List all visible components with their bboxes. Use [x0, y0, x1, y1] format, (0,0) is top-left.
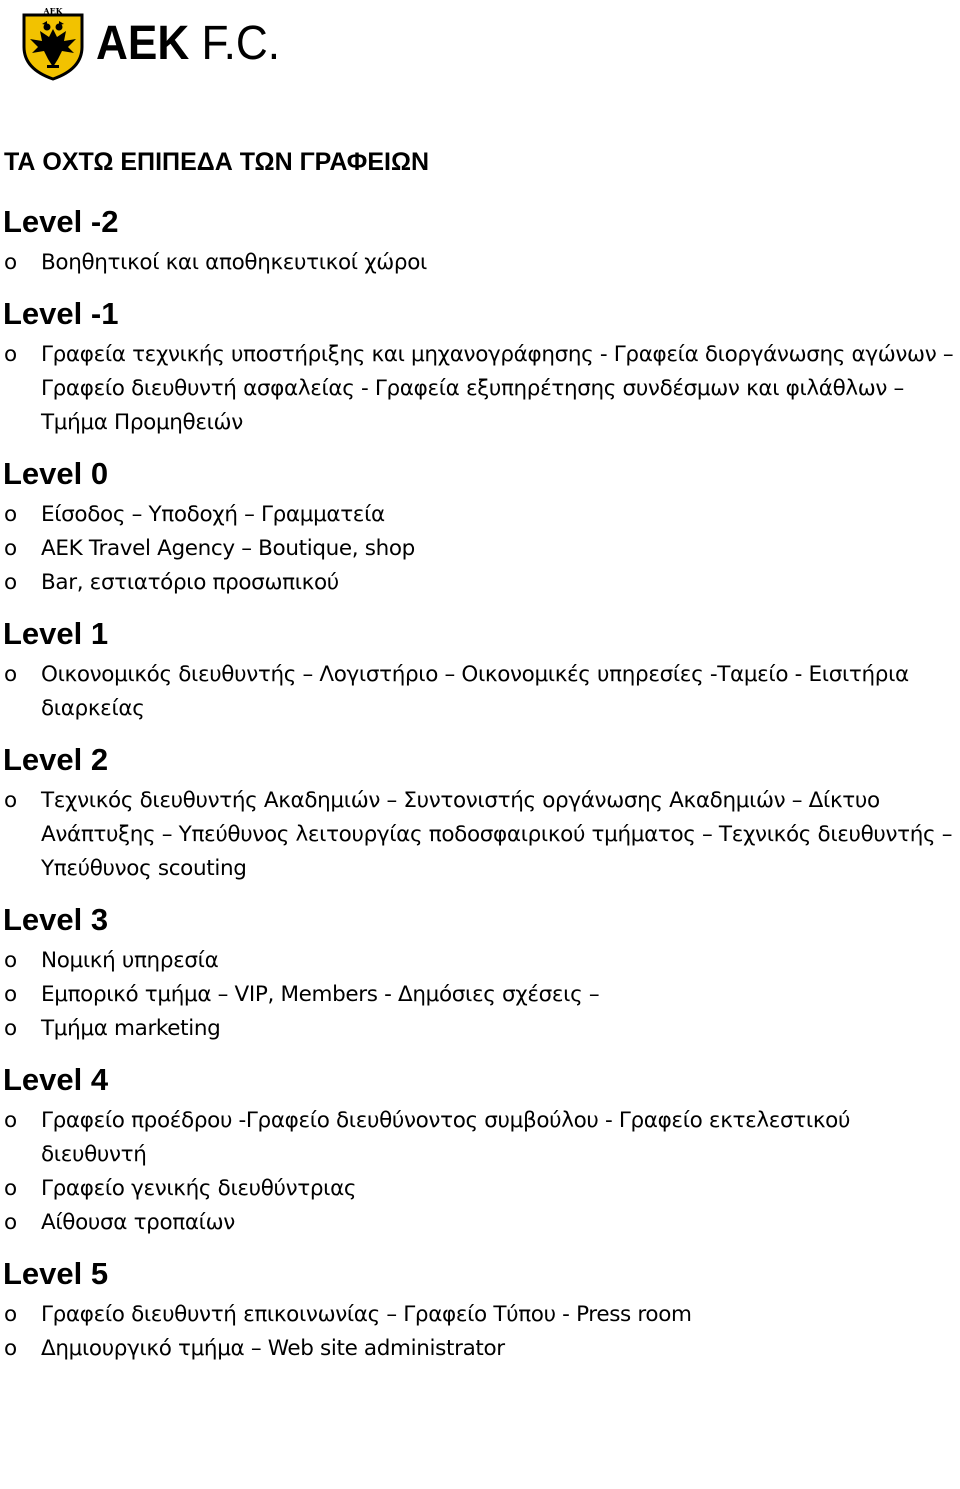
list-item-text: Είσοδος – Υποδοχή – Γραμματεία	[41, 502, 385, 527]
level-section	[0, 450, 960, 600]
list-item	[0, 498, 960, 532]
list-item	[0, 944, 960, 978]
list-bullet: o	[4, 1302, 17, 1327]
club-logo	[20, 6, 296, 82]
level-item-list	[0, 1104, 960, 1240]
level-section	[0, 896, 960, 1046]
list-item	[0, 1172, 960, 1206]
list-item-text: Βοηθητικοί και αποθηκευτικοί χώροι	[41, 250, 427, 275]
level-item-list	[0, 784, 960, 886]
level-section	[0, 610, 960, 726]
list-item	[0, 1332, 960, 1366]
level-heading: Level 3	[3, 902, 109, 937]
list-item	[0, 1012, 960, 1046]
list-bullet: o	[4, 948, 17, 973]
list-item	[0, 246, 960, 280]
list-item-text: Αίθουσα τροπαίων	[41, 1210, 235, 1235]
level-heading: Level 0	[3, 456, 109, 491]
levels-list	[0, 198, 960, 1366]
logo-wordmark-fc: F.C.	[201, 17, 281, 70]
double-headed-eagle-crest-icon	[20, 7, 86, 81]
list-item	[0, 1206, 960, 1240]
list-item-text: Γραφείο γενικής διευθύντριας	[41, 1176, 357, 1201]
list-item-text: Τμήμα marketing	[41, 1016, 221, 1041]
list-item-text: Γραφεία τεχνικής υποστήριξης και μηχανογράφησης - Γραφεία διοργάνωσης αγώνων – Γραφείο διευθυντή ασφαλείας - Γραφεία εξυπηρέτησης συνδέσμων και φιλάθλων – Τμήμα Προμηθειών	[41, 342, 954, 435]
document-title: ΤΑ ΟΧΤΩ ΕΠΙΠΕΔΑ ΤΩΝ ΓΡΑΦΕΙΩΝ	[4, 148, 430, 176]
list-item-text: Γραφείο προέδρου -Γραφείο διευθύνοντος συμβούλου - Γραφείο εκτελεστικού διευθυντή	[41, 1108, 851, 1167]
list-item-text: Δημιουργικό τμήμα – Web site administrator	[41, 1336, 505, 1361]
list-item	[0, 1298, 960, 1332]
list-item-text: Γραφείο διευθυντή επικοινωνίας – Γραφείο Τύπου - Press room	[41, 1302, 692, 1327]
logo-wordmark	[96, 17, 281, 70]
level-heading: Level 5	[3, 1256, 109, 1291]
list-bullet: o	[4, 1336, 17, 1361]
list-item-text: AEK Travel Agency – Boutique, shop	[41, 536, 415, 561]
document-body	[0, 140, 960, 1366]
level-heading: Level 4	[3, 1062, 109, 1097]
list-item	[0, 784, 960, 886]
level-item-list	[0, 246, 960, 280]
level-heading: Level 1	[3, 616, 109, 651]
list-bullet: o	[4, 342, 17, 367]
list-item	[0, 566, 960, 600]
level-item-list	[0, 944, 960, 1046]
list-item-text: Bar, εστιατόριο προσωπικού	[41, 570, 339, 595]
list-bullet: o	[4, 1108, 17, 1133]
list-item	[0, 532, 960, 566]
level-item-list	[0, 338, 960, 440]
level-item-list	[0, 1298, 960, 1366]
list-bullet: o	[4, 250, 17, 275]
level-section	[0, 1056, 960, 1240]
list-bullet: o	[4, 502, 17, 527]
logo-wordmark-aek: AEK	[96, 17, 190, 70]
list-item-text: Εμπορικό τμήμα – VIP, Members - Δημόσιες σχέσεις –	[41, 982, 600, 1007]
list-item	[0, 658, 960, 726]
list-bullet: o	[4, 1176, 17, 1201]
level-heading: Level 2	[3, 742, 109, 777]
list-item	[0, 338, 960, 440]
level-section	[0, 198, 960, 280]
list-bullet: o	[4, 1210, 17, 1235]
level-section	[0, 736, 960, 886]
list-bullet: o	[4, 570, 17, 595]
level-section	[0, 1250, 960, 1366]
level-item-list	[0, 498, 960, 600]
list-bullet: o	[4, 662, 17, 687]
list-item-text: Νομική υπηρεσία	[41, 948, 219, 973]
level-heading: Level -1	[3, 296, 119, 331]
list-bullet: o	[4, 1016, 17, 1041]
list-item-text: Οικονομικός διευθυντής – Λογιστήριο – Οικονομικές υπηρεσίες -Ταμείο - Εισιτήρια διαρκείας	[41, 662, 909, 721]
level-section	[0, 290, 960, 440]
level-item-list	[0, 658, 960, 726]
crest-letters: ΑΕΚ	[43, 7, 63, 16]
list-bullet: o	[4, 536, 17, 561]
list-bullet: o	[4, 788, 17, 813]
list-item	[0, 978, 960, 1012]
level-heading: Level -2	[3, 204, 119, 239]
list-bullet: o	[4, 982, 17, 1007]
list-item	[0, 1104, 960, 1172]
list-item-text: Τεχνικός διευθυντής Ακαδημιών – Συντονιστής οργάνωσης Ακαδημιών – Δίκτυο Ανάπτυξης – Υπεύθυνος λειτουργίας ποδοσφαιρικού τμήματος – Τεχνικός διευθυντής – Υπεύθυνος scouting	[41, 788, 953, 881]
